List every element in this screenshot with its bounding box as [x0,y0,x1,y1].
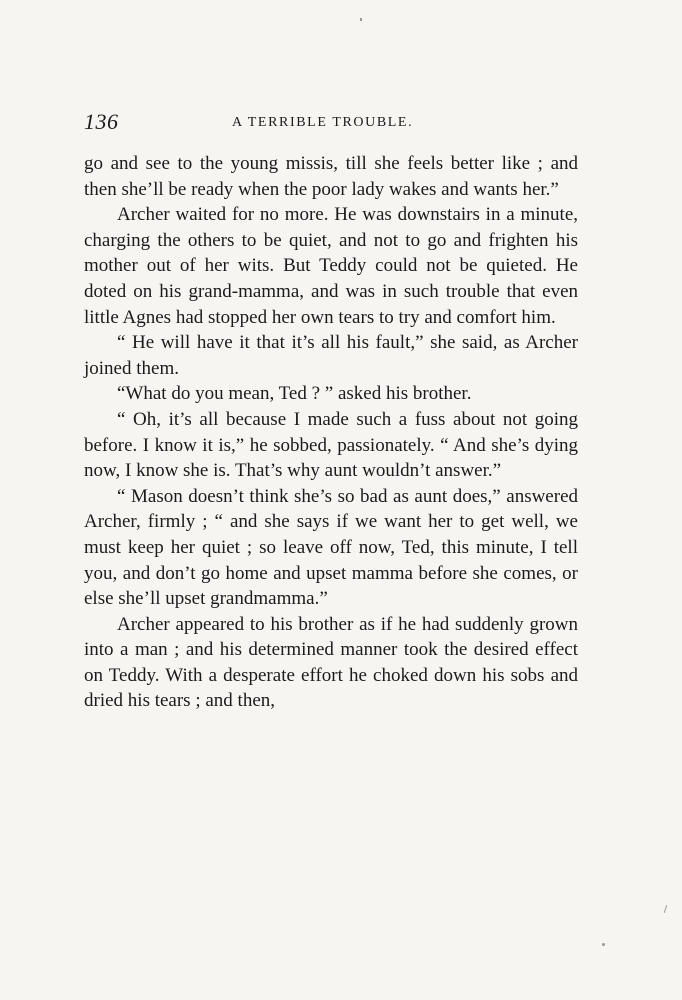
paragraph: go and see to the young missis, till she feels better like ; and then she’ll be ready when the poor lady wakes and wants her.” [84,153,578,200]
paper-speck [360,18,362,21]
paragraph: Archer appeared to his brother as if he had suddenly grown into a man ; and his determined manner took the desired effect on Teddy. With a desperate effort he choked down his sobs and dried his tears ; and then, [84,613,578,712]
paragraph: Archer waited for no more. He was downstairs in a minute, charging the others to be quiet, and not to go and frighten his mother out of her wits. But Teddy could not be quieted. He doted on his grand-mamma, and was in such trouble that even little Agnes had stopped her own tears to try and comfort him. [84,204,578,328]
paragraph: “What do you mean, Ted ? ” asked his brother. [117,383,472,405]
paragraph: “ Oh, it’s all because I made such a fuss about not going before. I know it is,” he sobbed, passionately. “ And she’s dying now, I know she is. That’s why aunt wouldn’t answer.” [84,408,578,482]
running-title: A TERRIBLE TROUBLE. [232,115,414,130]
paper-speck [664,905,667,913]
body-text [84,151,578,714]
running-head [84,109,578,137]
paragraph: “ He will have it that it’s all his fault,” she said, as Archer joined them. [84,332,578,379]
paragraph: “ Mason doesn’t think she’s so bad as aunt does,” answered Archer, firmly ; “ and she says if we want her to get well, we must keep her quiet ; so leave off now, Ted, this minute, I tell you, and don’t go home and upset mamma before she comes, or else she’ll upset grandmamma.” [84,485,578,610]
page-number: 136 [84,109,119,134]
paper-speck [602,943,605,946]
